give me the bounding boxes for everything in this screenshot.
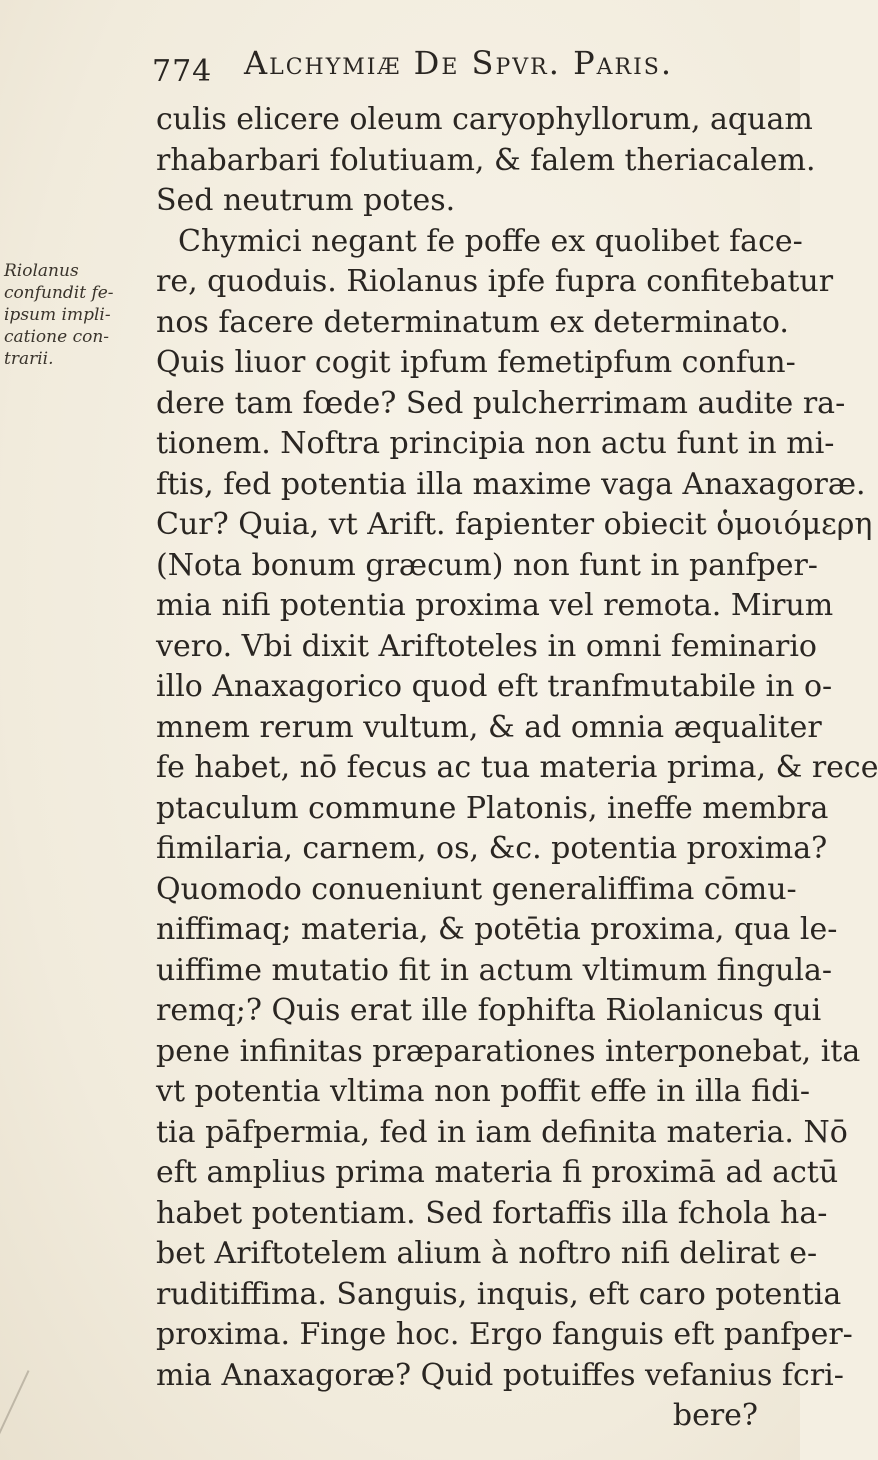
text-line: Sed neutrum potes. — [156, 183, 456, 218]
text-line: mia nifi potentia proxima vel remota. Mirum — [156, 588, 834, 623]
text-line: nos facere determinatum ex determinato. — [156, 304, 789, 340]
text-line: Quomodo conueniunt generaliffima cōmu- — [156, 871, 797, 907]
text-line: bere? — [672, 1398, 758, 1433]
margin-note-line: trarii. — [4, 349, 54, 369]
text-line: Quis liuor cogit ipfum femetipfum confun- — [156, 345, 796, 380]
text-line: proxima. Finge hoc. Ergo fanguis eft panfper- — [156, 1317, 853, 1352]
text-line: niffimaq; materia, & potētia proxima, qua le- — [156, 912, 838, 947]
margin-note-line: Riolanus — [4, 261, 79, 281]
margin-note-line: ipsum impli- — [4, 305, 111, 325]
text-line: remq;? Quis erat ille fophifta Riolanicus qui — [156, 993, 822, 1028]
body-text — [128, 100, 878, 1437]
margin-note-line: catione con- — [4, 327, 110, 347]
text-line: rhabarbari folutiuam, & falem theriacalem. — [156, 142, 816, 178]
text-line: ptaculum commune Platonis, ineffe membra — [156, 790, 829, 826]
text-line: uiffime mutatio fit in actum vltimum fingula- — [156, 952, 833, 988]
marginal-note — [4, 260, 124, 370]
text-line: culis elicere oleum caryophyllorum, aquam — [156, 102, 813, 137]
text-line: vero. Vbi dixit Ariftoteles in omni feminario — [156, 628, 817, 664]
page-number: 774 — [152, 54, 213, 89]
text-line: pene infinitas præparationes interponebat, ita — [156, 1033, 861, 1069]
text-line: re, quoduis. Riolanus ipfe fupra confitebatur — [156, 264, 834, 299]
text-line: fe habet, nō fecus ac tua materia prima, & rece — [156, 750, 878, 785]
text-line: mia Anaxagoræ? Quid potuiffes vefanius fcri- — [156, 1357, 844, 1393]
text-line: fimilaria, carnem, os, &c. potentia proxima? — [156, 831, 828, 866]
margin-note-line: confundit fe- — [4, 283, 114, 303]
text-line: tionem. Noftra principia non actu funt in mi- — [156, 426, 835, 461]
running-title: Alchymiæ De Spvr. Paris. — [244, 44, 673, 82]
text-line: Cur? Quia, vt Arift. fapienter obiecit ὁμοιόμερη — [156, 507, 873, 542]
text-line: Chymici negant fe poffe ex quolibet face- — [178, 223, 803, 259]
text-line: bet Ariftotelem alium à noftro nifi delirat e- — [156, 1236, 818, 1271]
page-edge-mark — [0, 1370, 84, 1460]
text-line: tia pāfpermia, fed in iam definita materia. Nō — [156, 1114, 848, 1150]
text-line: (Nota bonum græcum) non funt in panfper- — [156, 547, 818, 583]
text-line: ftis, fed potentia illa maxime vaga Anaxagoræ. — [156, 466, 866, 502]
text-line: vt potentia vltima non poffit effe in illa fidi- — [156, 1074, 811, 1109]
text-line: mnem rerum vultum, & ad omnia æqualiter — [156, 709, 822, 745]
text-line: habet potentiam. Sed fortaffis illa fchola ha- — [156, 1195, 828, 1231]
text-line: ruditiffima. Sanguis, inquis, eft caro potentia — [156, 1276, 842, 1312]
page-header — [152, 44, 772, 96]
text-line: illo Anaxagorico quod eft tranfmutabile in o- — [156, 669, 833, 704]
text-line: eft amplius prima materia fi proximā ad actū — [156, 1155, 839, 1190]
text-line: dere tam fœde? Sed pulcherrimam audite ra- — [156, 385, 846, 421]
